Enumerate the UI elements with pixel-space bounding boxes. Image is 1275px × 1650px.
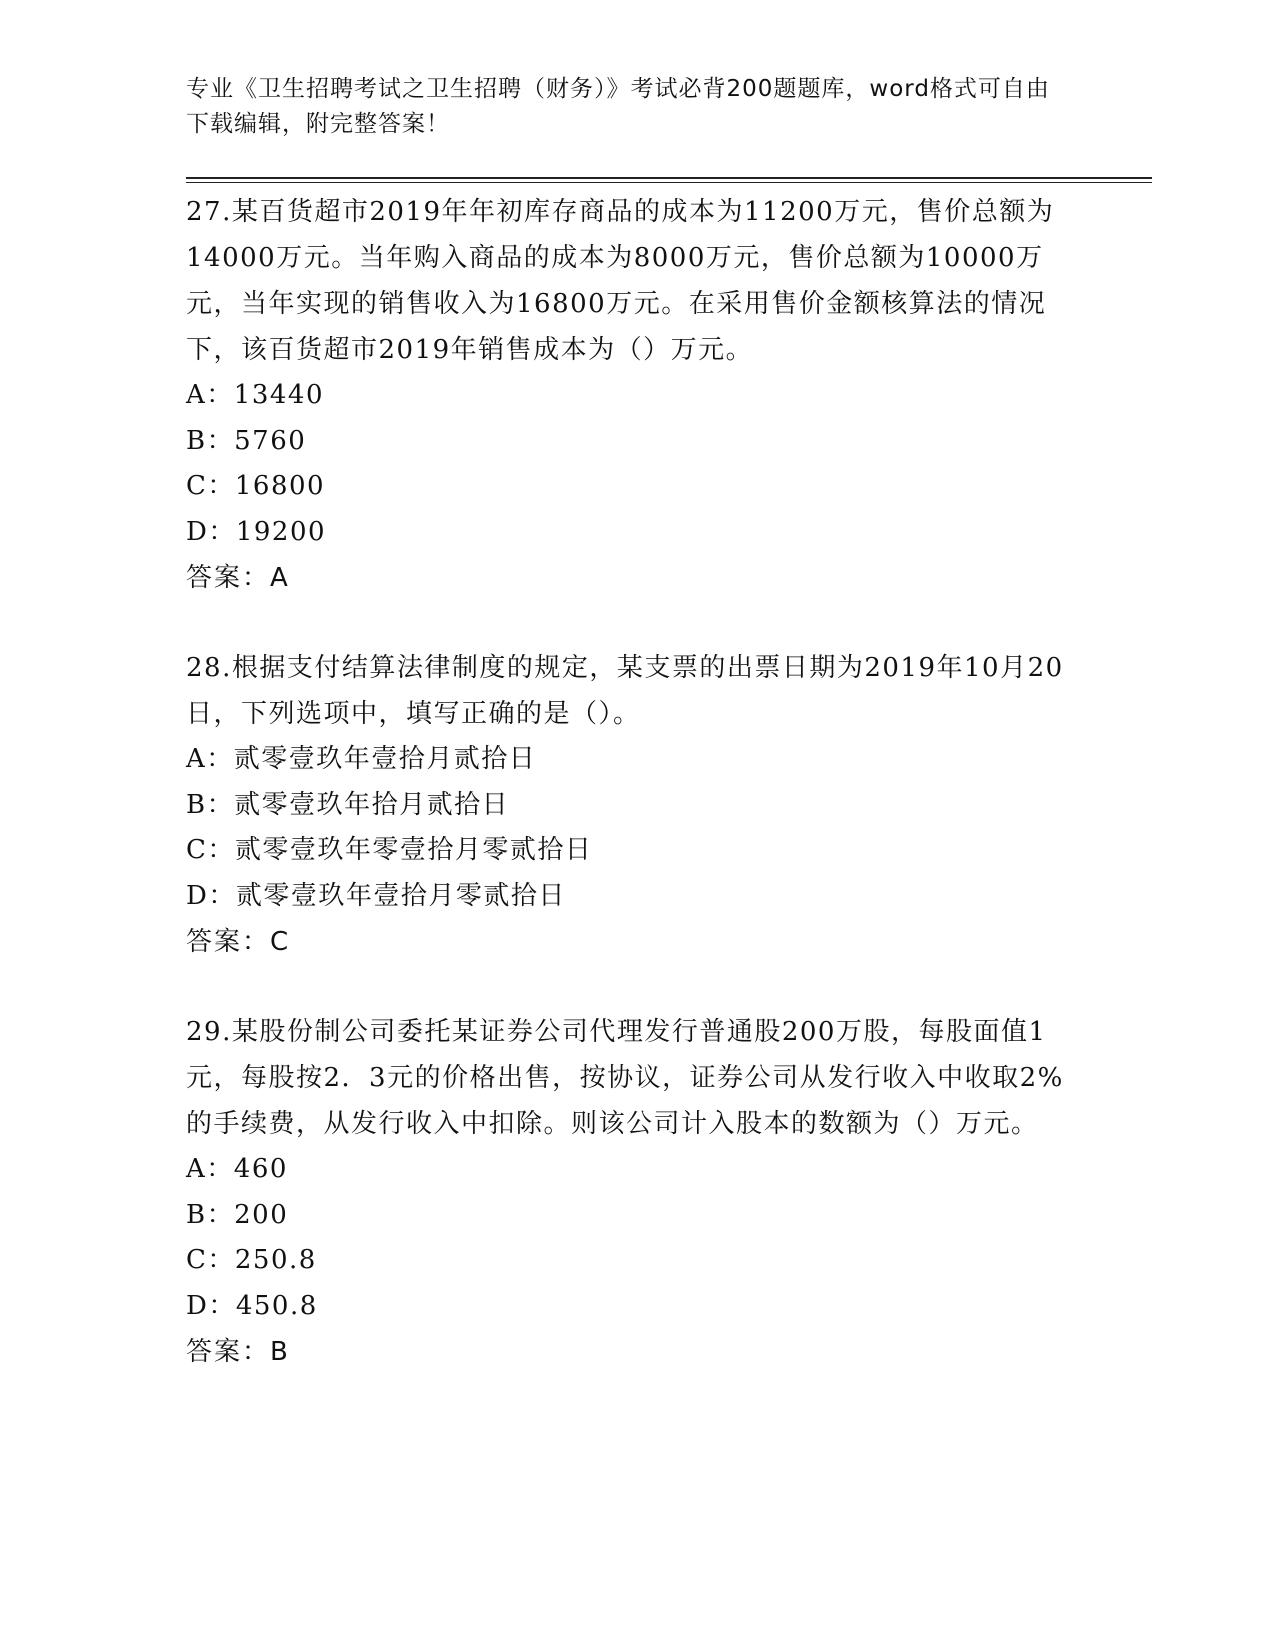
option-d: D：贰零壹玖年壹拾月零贰拾日 — [186, 880, 566, 911]
option-b: B：5760 — [186, 425, 307, 456]
option-a: A：460 — [186, 1154, 288, 1184]
answer-label: 答案：B — [186, 1337, 290, 1367]
option-c: C：16800 — [186, 471, 326, 501]
question-29 — [186, 1009, 1076, 1375]
header-divider-thin — [186, 182, 1152, 183]
option-c: C：250.8 — [186, 1245, 317, 1275]
option-c: C：贰零壹玖年零壹拾月零贰拾日 — [186, 835, 593, 865]
option-a: A：贰零壹玖年壹拾月贰拾日 — [186, 744, 537, 774]
question-27 — [186, 189, 1076, 601]
option-b: B：200 — [186, 1199, 289, 1230]
answer-label: 答案：A — [186, 563, 290, 593]
document-header: 专业《卫生招聘考试之卫生招聘（财务）》考试必背200题题库，word格式可自由下载编辑，附完整答案！ — [186, 76, 1050, 137]
answer-label: 答案：C — [186, 927, 291, 957]
question-stem: 27.某百货超市2019年年初库存商品的成本为11200万元，售价总额为14000万元。当年购入商品的成本为8000万元，售价总额为10000万元，当年实现的销售收入为16800万元。在采用售价金额核算法的情况下，该百货超市2019年销售成本为（）万元。 — [186, 197, 1055, 365]
question-stem: 29.某股份制公司委托某证券公司代理发行普通股200万股，每股面值1元，每股按2．3元的价格出售，按协议，证券公司从发行收入中收取2%的手续费，从发行收入中扣除。则该公司计入股本的数额为（）万元。 — [186, 1017, 1064, 1139]
option-d: D：19200 — [186, 516, 327, 547]
question-stem: 28.根据支付结算法律制度的规定，某支票的出票日期为2019年10月20日，下列选项中，填写正确的是（）。 — [186, 653, 1064, 729]
option-a: A：13440 — [186, 380, 324, 410]
question-28 — [186, 645, 1076, 965]
header-divider-thick — [186, 177, 1152, 179]
option-d: D：450.8 — [186, 1290, 318, 1321]
option-b: B：贰零壹玖年拾月贰拾日 — [186, 789, 510, 820]
